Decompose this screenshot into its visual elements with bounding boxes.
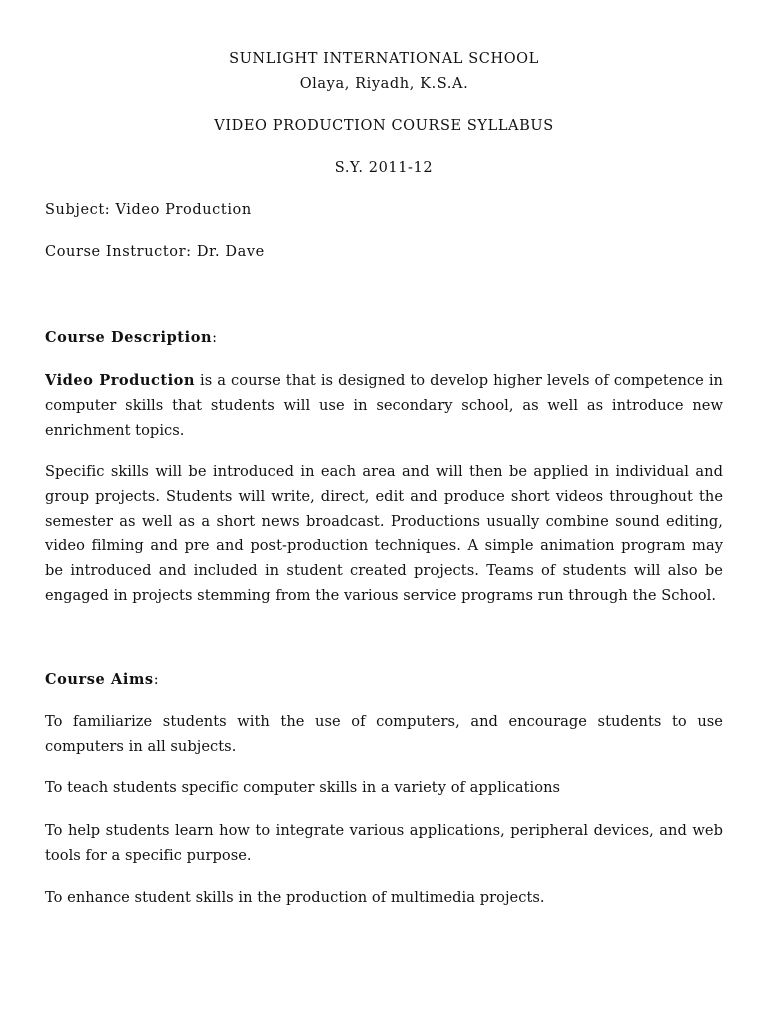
- school-name: SUNLIGHT INTERNATIONAL SCHOOL: [229, 51, 539, 67]
- school-location: Olaya, Riyadh, K.S.A.: [299, 76, 469, 92]
- course-aim-item: To familiarize students with the use of computers, and encourage students to use computers in all subjects.: [45, 713, 723, 755]
- course-description-paragraph-2: Specific skills will be introduced in each area and will then be applied in individual and group projects. Students will write, direct, edit and produce short videos throughout the semester as well as a short news broadcast. Productions usually combine sound editing, video filming and pre and post-production techniques. A simple animation program may be introduced and included in student created projects. Teams of students will also be engaged in projects stemming from the various service programs run through the School.: [45, 463, 723, 604]
- course-aim-item: To enhance student skills in the production of multimedia projects.: [45, 889, 545, 906]
- course-description-heading-colon: :: [212, 330, 218, 346]
- course-aims-heading-text: Course Aims: [45, 671, 154, 688]
- course-aims-heading: [45, 671, 159, 688]
- course-description-heading: [45, 329, 218, 346]
- school-year: S.Y. 2011-12: [334, 160, 434, 176]
- document-title: VIDEO PRODUCTION COURSE SYLLABUS: [214, 118, 554, 134]
- course-description-paragraph-1: [45, 369, 723, 443]
- course-description-heading-text: Course Description: [45, 329, 213, 346]
- course-description-paragraph-1-text: is a course that is designed to develop higher levels of competence in computer skills that students will use in secondary school, as well as introduce new enrichment topics.: [45, 372, 723, 439]
- course-aim-item: To help students learn how to integrate various applications, peripheral devices, and web tools for a specific purpose.: [45, 822, 723, 864]
- instructor-line: Course Instructor: Dr. Dave: [45, 244, 265, 260]
- course-aim-item: To teach students specific computer skills in a variety of applications: [45, 779, 561, 796]
- course-name-bold: Video Production: [45, 372, 195, 389]
- subject-line: Subject: Video Production: [45, 202, 252, 218]
- course-aims-heading-colon: :: [153, 672, 160, 688]
